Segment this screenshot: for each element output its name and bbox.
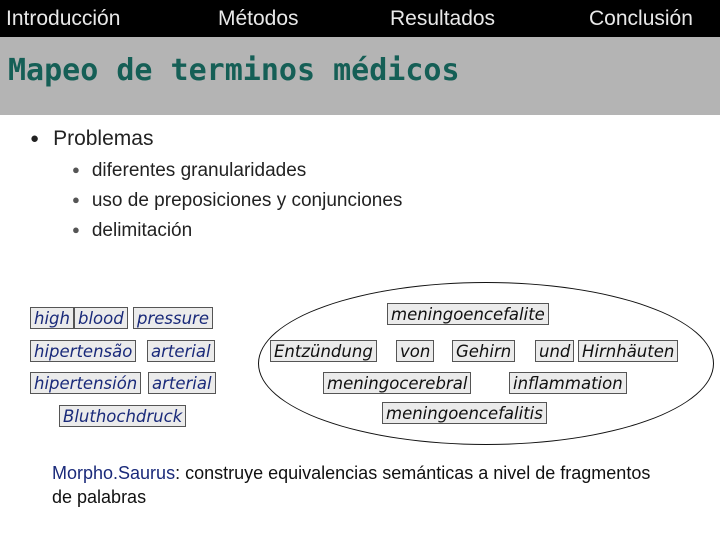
bullet-problemas: [30, 127, 153, 151]
footer-text: : construye equivalencias semánticas a nivel de fragmentos de palabras: [52, 463, 651, 507]
bullet-dot-icon: ●: [30, 130, 40, 147]
term-arterial-es: arterial: [148, 372, 216, 394]
term-gehirn: Gehirn: [452, 340, 515, 362]
term-von: von: [396, 340, 434, 362]
term-und: und: [535, 340, 574, 362]
term-entzundung: Entzündung: [270, 340, 377, 362]
bullet-text: Problemas: [53, 127, 154, 150]
term-arterial-pt: arterial: [147, 340, 215, 362]
term-blood: blood: [74, 307, 128, 329]
nav-item-introduccion[interactable]: Introducción: [6, 7, 121, 30]
subbullet-text: delimitación: [91, 220, 193, 241]
term-high: high: [30, 307, 74, 329]
subbullet-text: uso de preposiciones y conjunciones: [91, 190, 403, 211]
nav-item-resultados[interactable]: Resultados: [390, 7, 496, 30]
slide-title: Mapeo de terminos médicos: [8, 53, 460, 88]
term-hipertensao: hipertensão: [30, 340, 136, 362]
term-hipertension: hipertensión: [30, 372, 141, 394]
term-pressure: pressure: [133, 307, 213, 329]
subbullet-text: diferentes granularidades: [91, 160, 307, 181]
nav-item-metodos[interactable]: Métodos: [218, 7, 299, 30]
term-meningoencefalite: meningoencefalite: [387, 303, 549, 325]
bullet-dot-icon: ●: [72, 192, 80, 207]
bullet-dot-icon: ●: [72, 162, 80, 177]
subbullet-3: [72, 220, 192, 242]
term-meningocerebral: meningocerebral: [323, 372, 471, 394]
term-hirnhauten: Hirnhäuten: [578, 340, 678, 362]
subbullet-1: [72, 160, 306, 182]
term-bluthochdruck: Bluthochdruck: [59, 405, 186, 427]
subbullet-2: [72, 190, 402, 212]
term-meningoencefalitis: meningoencefalitis: [382, 402, 547, 424]
bullet-dot-icon: ●: [72, 222, 80, 237]
term-inflammation: inflammation: [509, 372, 627, 394]
footer-note: [52, 461, 672, 509]
brand-name: Morpho.Saurus: [52, 463, 176, 483]
title-bar: [0, 37, 720, 115]
top-navigation-bar: [0, 0, 720, 37]
nav-item-conclusion[interactable]: Conclusión: [589, 7, 693, 30]
